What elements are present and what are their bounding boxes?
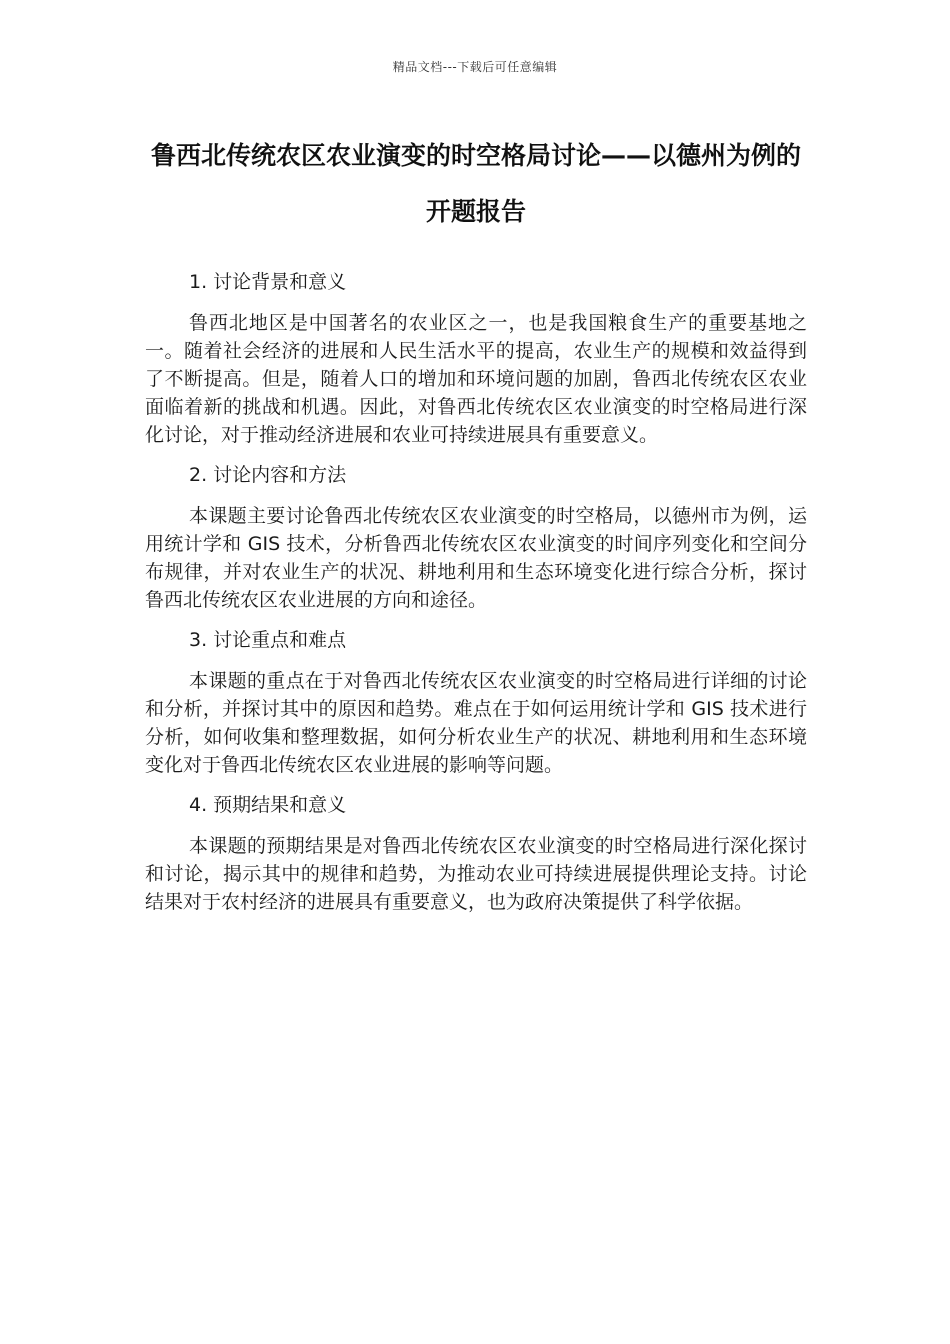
section-heading: 4. 预期结果和意义: [189, 794, 347, 816]
section-background: [145, 268, 807, 449]
document-body: [145, 268, 807, 928]
section-paragraph: 本课题主要讨论鲁西北传统农区农业演变的时空格局，以德州市为例，运用统计学和 GIS 技术，分析鲁西北传统农区农业演变的时间序列变化和空间分布规律，并对农业生产的状况、耕地利用和生态环境变化进行综合分析，探讨鲁西北传统农区农业进展的方向和途径。: [145, 505, 807, 611]
section-focus-difficulty: [145, 626, 807, 779]
document-title: 鲁西北传统农区农业演变的时空格局讨论——以德州为例的开题报告: [150, 141, 801, 226]
section-heading: 3. 讨论重点和难点: [189, 629, 347, 651]
section-expected-results: [145, 791, 807, 916]
section-heading: 1. 讨论背景和意义: [189, 271, 347, 293]
section-paragraph: 本课题的重点在于对鲁西北传统农区农业演变的时空格局进行详细的讨论和分析，并探讨其中的原因和趋势。难点在于如何运用统计学和 GIS 技术进行分析，如何收集和整理数据，如何分析农业生产的状况、耕地利用和生态环境变化对于鲁西北传统农区农业进展的影响等问题。: [145, 670, 807, 776]
section-paragraph: 鲁西北地区是中国著名的农业区之一，也是我国粮食生产的重要基地之一。随着社会经济的进展和人民生活水平的提高，农业生产的规模和效益得到了不断提高。但是，随着人口的增加和环境问题的加剧，鲁西北传统农区农业面临着新的挑战和机遇。因此，对鲁西北传统农区农业演变的时空格局进行深化讨论，对于推动经济进展和农业可持续进展具有重要意义。: [145, 312, 807, 446]
section-paragraph: 本课题的预期结果是对鲁西北传统农区农业演变的时空格局进行深化探讨和讨论，揭示其中的规律和趋势，为推动农业可持续进展提供理论支持。讨论结果对于农村经济的进展具有重要意义，也为政府决策提供了科学依据。: [145, 835, 807, 913]
section-content-method: [145, 461, 807, 614]
section-heading: 2. 讨论内容和方法: [189, 464, 347, 486]
header-note: 精品文档---下载后可任意编辑: [392, 60, 558, 74]
